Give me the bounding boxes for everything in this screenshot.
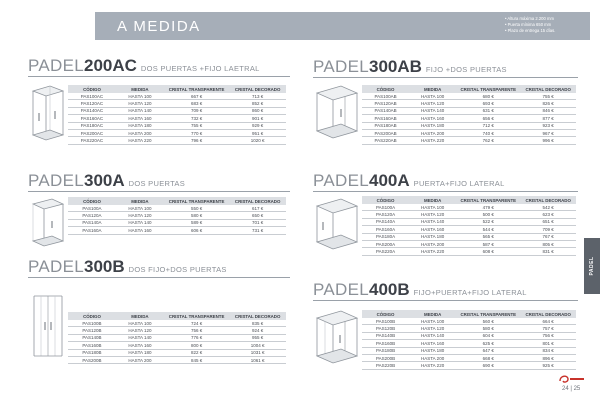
cell-decorated-glass-price: 623 € <box>520 211 576 218</box>
cell-clear-glass-price: 800 € <box>164 342 229 349</box>
table-row <box>362 137 576 144</box>
table-row <box>68 137 286 144</box>
cell-code: PAS180AC <box>68 122 116 129</box>
cell-code: PAS140A <box>68 219 116 226</box>
table-row <box>68 219 286 226</box>
cell-code: PAS200B <box>68 356 116 363</box>
table-row <box>68 115 286 122</box>
cell-size: HASTA 220 <box>409 248 456 255</box>
cell-clear-glass-price: 580 € <box>164 212 229 219</box>
model-prefix: PADEL <box>313 280 369 299</box>
price-table <box>362 196 576 256</box>
cell-decorated-glass-price: 713 € <box>229 93 286 100</box>
cell-code: PAS100B <box>68 320 116 327</box>
cell-code: PAS120B <box>362 325 409 332</box>
cell-code: PAS160AB <box>362 115 409 122</box>
model-code: 200AC <box>84 56 137 75</box>
cell-code: PAS100A <box>68 205 116 212</box>
cell-size: HASTA 200 <box>409 354 456 361</box>
table-row <box>68 93 286 100</box>
cell-decorated-glass-price: 1004 € <box>229 342 286 349</box>
table-row <box>68 320 286 327</box>
table-header-row <box>68 85 286 93</box>
cell-decorated-glass-price: 650 € <box>229 212 286 219</box>
table-row <box>362 347 576 354</box>
table-row <box>68 129 286 136</box>
cell-size: HASTA 200 <box>116 129 164 136</box>
cell-decorated-glass-price: 835 € <box>229 320 286 327</box>
table-row <box>68 212 286 219</box>
cell-code: PAS200B <box>362 354 409 361</box>
model-code: 300AB <box>369 57 422 76</box>
cell-size: HASTA 180 <box>409 233 456 240</box>
cell-size: HASTA 140 <box>409 107 456 114</box>
title-rule <box>28 191 290 192</box>
page-footer <box>556 372 592 398</box>
cell-clear-glass-price: 522 € <box>456 218 520 225</box>
cell-clear-glass-price: 724 € <box>164 320 229 327</box>
model-subtitle: FIJO+PUERTA+FIJO LATERAL <box>413 288 527 297</box>
table-row <box>362 362 576 369</box>
cell-decorated-glass-price: 901 € <box>229 115 286 122</box>
cell-size: HASTA 180 <box>409 347 456 354</box>
model-subtitle: DOS PUERTAS +FIJO LAETRAL <box>140 64 260 73</box>
title-rule <box>313 191 578 192</box>
cell-decorated-glass-price: 617 € <box>229 205 286 212</box>
cell-clear-glass-price: 587 € <box>456 240 520 247</box>
table-row <box>68 100 286 107</box>
section-padel200ac <box>28 57 290 167</box>
cell-code: PAS180A <box>362 233 409 240</box>
cell-size: HASTA 160 <box>409 115 456 122</box>
cell-clear-glass-price: 732 € <box>164 115 229 122</box>
cell-clear-glass-price: 756 € <box>164 327 229 334</box>
title-rule <box>313 300 578 301</box>
cell-decorated-glass-price: 1020 € <box>229 137 286 144</box>
header-decorated-glass: CRISTAL DECORADO <box>520 85 576 93</box>
banner-title: A MEDIDA <box>117 18 201 35</box>
section-title <box>28 57 260 78</box>
model-subtitle: DOS PUERTAS <box>128 179 186 188</box>
cell-clear-glass-price: 690 € <box>456 362 520 369</box>
cell-size: HASTA 140 <box>116 107 164 114</box>
table-row <box>362 107 576 114</box>
header-clear-glass: CRISTAL TRANSPARENTE <box>164 85 229 93</box>
title-rule <box>28 277 290 278</box>
header-clear-glass: CRISTAL TRANSPARENTE <box>456 85 520 93</box>
price-table <box>68 197 286 235</box>
model-subtitle: DOS FIJO+DOS PUERTAS <box>128 265 227 274</box>
cell-clear-glass-price: 544 € <box>456 226 520 233</box>
cell-decorated-glass-price: 929 € <box>229 122 286 129</box>
cell-decorated-glass-price: 877 € <box>520 115 576 122</box>
cell-decorated-glass-price: 924 € <box>229 327 286 334</box>
cell-code: PAS180B <box>68 349 116 356</box>
header-size: MEDIDA <box>116 85 164 93</box>
cell-decorated-glass-price: 767 € <box>520 233 576 240</box>
cell-size: HASTA 180 <box>409 122 456 129</box>
shower-enclosure-illustration <box>315 83 359 141</box>
table-row <box>362 332 576 339</box>
cell-decorated-glass-price: 701 € <box>229 219 286 226</box>
cell-decorated-glass-price: 731 € <box>229 227 286 234</box>
cell-code: PAS180B <box>362 347 409 354</box>
cell-clear-glass-price: 631 € <box>456 107 520 114</box>
cell-size: HASTA 120 <box>409 211 456 218</box>
cell-code: PAS160A <box>68 227 116 234</box>
cell-clear-glass-price: 770 € <box>164 129 229 136</box>
cell-size: HASTA 100 <box>116 93 164 100</box>
cell-size: HASTA 140 <box>116 334 164 341</box>
model-code: 300B <box>84 257 125 276</box>
cell-code: PAS160B <box>68 342 116 349</box>
table-row <box>362 115 576 122</box>
table-row <box>362 226 576 233</box>
table-row <box>362 248 576 255</box>
cell-decorated-glass-price: 1061 € <box>229 356 286 363</box>
model-prefix: PADEL <box>28 257 84 276</box>
model-prefix: PADEL <box>28 56 84 75</box>
cell-decorated-glass-price: 831 € <box>520 248 576 255</box>
cell-clear-glass-price: 796 € <box>164 137 229 144</box>
cell-clear-glass-price: 709 € <box>164 107 229 114</box>
cell-decorated-glass-price: 756 € <box>520 332 576 339</box>
cell-size: HASTA 140 <box>409 332 456 339</box>
header-code: CÓDIGO <box>362 85 409 93</box>
cell-size: HASTA 160 <box>116 227 164 234</box>
header-decorated-glass: CRISTAL DECORADO <box>229 85 286 93</box>
cell-code: PAS200AC <box>68 129 116 136</box>
model-subtitle: FIJO +DOS PUERTAS <box>425 65 507 74</box>
table-row <box>362 100 576 107</box>
shower-enclosure-illustration <box>30 197 66 249</box>
cell-code: PAS120A <box>362 211 409 218</box>
cell-code: PAS120B <box>68 327 116 334</box>
cell-code: PAS100AC <box>68 93 116 100</box>
table-header-row <box>362 310 576 318</box>
cell-decorated-glass-price: 709 € <box>520 226 576 233</box>
section-padel400a <box>313 172 578 282</box>
model-prefix: PADEL <box>28 171 84 190</box>
cell-clear-glass-price: 580 € <box>456 325 520 332</box>
cell-size: HASTA 100 <box>409 93 456 100</box>
cell-decorated-glass-price: 542 € <box>520 204 576 211</box>
table-row <box>68 205 286 212</box>
table-row <box>68 227 286 234</box>
header-size: MEDIDA <box>409 196 456 204</box>
cell-decorated-glass-price: 755 € <box>520 93 576 100</box>
cell-clear-glass-price: 606 € <box>164 227 229 234</box>
cell-clear-glass-price: 712 € <box>456 122 520 129</box>
cell-decorated-glass-price: 955 € <box>229 334 286 341</box>
cell-decorated-glass-price: 664 € <box>520 318 576 325</box>
section-title <box>313 58 507 79</box>
model-prefix: PADEL <box>313 171 369 190</box>
cell-code: PAS220B <box>362 362 409 369</box>
side-tab-label: PADEL <box>589 256 595 276</box>
cell-decorated-glass-price: 967 € <box>520 129 576 136</box>
table-row <box>68 356 286 363</box>
table-row <box>362 93 576 100</box>
cell-size: HASTA 220 <box>409 362 456 369</box>
banner-note: • Puerta mínima 650 mm <box>505 22 555 28</box>
header-clear-glass: CRISTAL TRANSPARENTE <box>164 312 229 320</box>
cell-code: PAS140AB <box>362 107 409 114</box>
side-tab[interactable] <box>584 238 600 294</box>
table-row <box>362 325 576 332</box>
table-row <box>362 204 576 211</box>
cell-clear-glass-price: 560 € <box>456 318 520 325</box>
section-padel300ab <box>313 58 578 168</box>
cell-code: PAS120AC <box>68 100 116 107</box>
page-number-left: 24 <box>562 386 569 392</box>
header-clear-glass: CRISTAL TRANSPARENTE <box>456 196 520 204</box>
cell-clear-glass-price: 589 € <box>164 219 229 226</box>
cell-code: PAS160A <box>362 226 409 233</box>
cell-code: PAS160AC <box>68 115 116 122</box>
header-size: MEDIDA <box>116 312 164 320</box>
cell-decorated-glass-price: 925 € <box>520 362 576 369</box>
model-code: 300A <box>84 171 125 190</box>
cell-decorated-glass-price: 651 € <box>520 218 576 225</box>
header-clear-glass: CRISTAL TRANSPARENTE <box>164 197 229 205</box>
page-banner <box>95 12 590 40</box>
cell-size: HASTA 160 <box>116 342 164 349</box>
model-code: 400B <box>369 280 410 299</box>
page-separator: | <box>570 386 572 392</box>
cell-clear-glass-price: 550 € <box>164 205 229 212</box>
cell-clear-glass-price: 667 € <box>164 93 229 100</box>
cell-decorated-glass-price: 996 € <box>520 137 576 144</box>
brand-logo-icon <box>556 373 586 385</box>
cell-size: HASTA 120 <box>116 327 164 334</box>
shower-enclosure-illustration <box>30 290 66 360</box>
cell-code: PAS120A <box>68 212 116 219</box>
cell-code: PAS140AC <box>68 107 116 114</box>
cell-size: HASTA 160 <box>409 226 456 233</box>
header-decorated-glass: CRISTAL DECORADO <box>229 197 286 205</box>
cell-code: PAS200A <box>362 240 409 247</box>
cell-decorated-glass-price: 846 € <box>520 107 576 114</box>
cell-clear-glass-price: 683 € <box>164 100 229 107</box>
shower-enclosure-illustration <box>315 196 359 252</box>
cell-code: PAS140B <box>68 334 116 341</box>
cell-decorated-glass-price: 1031 € <box>229 349 286 356</box>
cell-decorated-glass-price: 757 € <box>520 325 576 332</box>
cell-size: HASTA 180 <box>116 122 164 129</box>
table-header-row <box>362 85 576 93</box>
cell-decorated-glass-price: 852 € <box>229 100 286 107</box>
cell-decorated-glass-price: 896 € <box>520 354 576 361</box>
table-row <box>68 107 286 114</box>
cell-code: PAS220AB <box>362 137 409 144</box>
cell-size: HASTA 120 <box>409 325 456 332</box>
cell-code: PAS100AB <box>362 93 409 100</box>
cell-size: HASTA 220 <box>409 137 456 144</box>
cell-clear-glass-price: 604 € <box>456 332 520 339</box>
price-table <box>362 310 576 370</box>
cell-clear-glass-price: 608 € <box>456 248 520 255</box>
cell-code: PAS120AB <box>362 100 409 107</box>
header-decorated-glass: CRISTAL DECORADO <box>520 310 576 318</box>
cell-code: PAS160B <box>362 340 409 347</box>
cell-size: HASTA 100 <box>116 320 164 327</box>
cell-code: PAS220A <box>362 248 409 255</box>
cell-clear-glass-price: 668 € <box>456 354 520 361</box>
section-title <box>313 172 505 193</box>
table-row <box>68 122 286 129</box>
cell-size: HASTA 100 <box>409 318 456 325</box>
banner-notes <box>505 16 555 34</box>
cell-size: HASTA 120 <box>116 212 164 219</box>
header-size: MEDIDA <box>409 85 456 93</box>
price-table <box>362 85 576 145</box>
table-header-row <box>362 196 576 204</box>
header-code: CÓDIGO <box>362 196 409 204</box>
cell-size: HASTA 160 <box>409 340 456 347</box>
shower-enclosure-illustration <box>30 83 66 143</box>
price-table <box>68 85 286 145</box>
cell-clear-glass-price: 625 € <box>456 340 520 347</box>
table-row <box>362 233 576 240</box>
table-row <box>362 129 576 136</box>
table-row <box>68 342 286 349</box>
cell-decorated-glass-price: 860 € <box>229 107 286 114</box>
table-row <box>362 122 576 129</box>
cell-clear-glass-price: 822 € <box>164 349 229 356</box>
cell-code: PAS180AB <box>362 122 409 129</box>
cell-clear-glass-price: 845 € <box>164 356 229 363</box>
cell-decorated-glass-price: 923 € <box>520 122 576 129</box>
cell-decorated-glass-price: 805 € <box>520 240 576 247</box>
cell-clear-glass-price: 500 € <box>456 211 520 218</box>
cell-size: HASTA 120 <box>116 100 164 107</box>
cell-clear-glass-price: 647 € <box>456 347 520 354</box>
price-table <box>68 312 286 364</box>
cell-size: HASTA 140 <box>409 218 456 225</box>
cell-size: HASTA 100 <box>409 204 456 211</box>
table-row <box>68 334 286 341</box>
cell-code: PAS100A <box>362 204 409 211</box>
table-row <box>68 327 286 334</box>
cell-size: HASTA 140 <box>116 219 164 226</box>
shower-enclosure-illustration <box>315 308 359 366</box>
section-title <box>313 281 527 302</box>
header-decorated-glass: CRISTAL DECORADO <box>229 312 286 320</box>
table-row <box>362 340 576 347</box>
page-numbers <box>562 386 580 392</box>
header-code: CÓDIGO <box>362 310 409 318</box>
cell-code: PAS140B <box>362 332 409 339</box>
cell-clear-glass-price: 680 € <box>456 93 520 100</box>
title-rule <box>313 77 578 78</box>
model-code: 400A <box>369 171 410 190</box>
cell-code: PAS220AC <box>68 137 116 144</box>
table-row <box>362 211 576 218</box>
cell-clear-glass-price: 740 € <box>456 129 520 136</box>
table-row <box>362 318 576 325</box>
cell-size: HASTA 200 <box>116 356 164 363</box>
section-title <box>28 172 185 193</box>
cell-clear-glass-price: 565 € <box>456 233 520 240</box>
cell-size: HASTA 180 <box>116 349 164 356</box>
header-size: MEDIDA <box>409 310 456 318</box>
cell-decorated-glass-price: 801 € <box>520 340 576 347</box>
banner-note: • Altura máxima 2.200 mm <box>505 16 555 22</box>
table-row <box>362 218 576 225</box>
section-padel300b <box>28 258 290 368</box>
cell-code: PAS140A <box>362 218 409 225</box>
table-header-row <box>68 197 286 205</box>
header-clear-glass: CRISTAL TRANSPARENTE <box>456 310 520 318</box>
table-header-row <box>68 312 286 320</box>
cell-clear-glass-price: 693 € <box>456 100 520 107</box>
cell-size: HASTA 160 <box>116 115 164 122</box>
model-prefix: PADEL <box>313 57 369 76</box>
cell-clear-glass-price: 479 € <box>456 204 520 211</box>
table-row <box>68 349 286 356</box>
table-row <box>362 354 576 361</box>
header-code: CÓDIGO <box>68 197 116 205</box>
cell-decorated-glass-price: 834 € <box>520 347 576 354</box>
title-rule <box>28 76 290 77</box>
cell-code: PAS200AB <box>362 129 409 136</box>
header-code: CÓDIGO <box>68 312 116 320</box>
cell-size: HASTA 220 <box>116 137 164 144</box>
section-padel400b <box>313 281 578 391</box>
cell-size: HASTA 200 <box>409 240 456 247</box>
cell-clear-glass-price: 656 € <box>456 115 520 122</box>
cell-clear-glass-price: 762 € <box>456 137 520 144</box>
header-size: MEDIDA <box>116 197 164 205</box>
cell-clear-glass-price: 755 € <box>164 122 229 129</box>
cell-size: HASTA 100 <box>116 205 164 212</box>
cell-clear-glass-price: 776 € <box>164 334 229 341</box>
cell-size: HASTA 200 <box>409 129 456 136</box>
banner-note: • Plazo de entrega 15 días. <box>505 28 555 34</box>
table-row <box>362 240 576 247</box>
model-subtitle: PUERTA+FIJO LATERAL <box>413 179 505 188</box>
header-code: CÓDIGO <box>68 85 116 93</box>
cell-size: HASTA 120 <box>409 100 456 107</box>
cell-decorated-glass-price: 826 € <box>520 100 576 107</box>
section-title <box>28 258 227 279</box>
cell-decorated-glass-price: 951 € <box>229 129 286 136</box>
page-number-right: 25 <box>573 386 581 392</box>
cell-code: PAS100B <box>362 318 409 325</box>
header-decorated-glass: CRISTAL DECORADO <box>520 196 576 204</box>
